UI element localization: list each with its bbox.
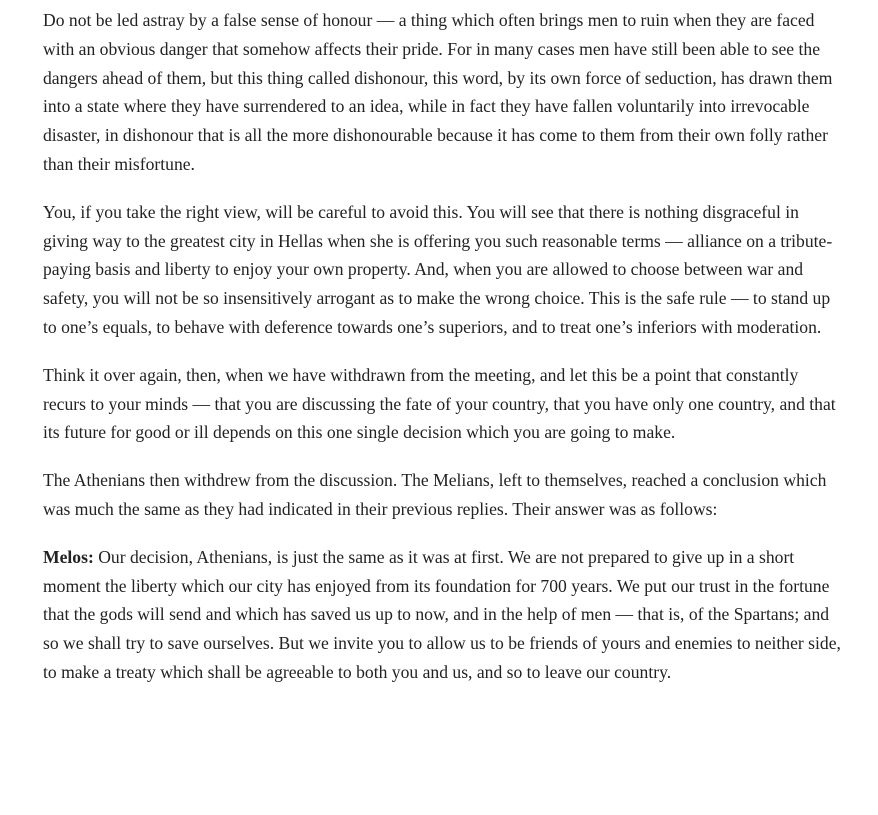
paragraph-honour: Do not be led astray by a false sense of honour — a thing which often brings men to ruin when they are faced with an obvious danger that somehow affects their pride. For in many cases men have still been able to see the dangers ahead of them, but this thing called dishonour, this word, by its own force of seduction, has drawn them into a state where they have surrendered to an idea, while in fact they have fallen voluntarily into irrevocable disaster, in dishonour that is all the more dishonourable because it has come to them from their own folly rather than their misfortune. — [43, 10, 833, 174]
paragraph-melos-answer — [43, 543, 843, 687]
speech-text: Our decision, Athenians, is just the same as it was at first. We are not prepared to give up in a short moment the liberty which our city has enjoyed from its foundation for 700 years. We put our trust in the fortune that the gods will send and which has saved us up to now, and in the help of men — that is, of the Spartans; and so we shall try to save ourselves. But we invite you to allow us to be friends of yours and enemies to neither side, to make a treaty which shall be agreeable to both you and us, and so to leave our country. — [43, 546, 841, 682]
paragraph-think-it-over: Think it over again, then, when we have withdrawn from the meeting, and let this be a point that constantly recurs to your minds — that you are discussing the fate of your country, that you have only one country, and that its future for good or ill depends on this one single decision which you are going to make. — [43, 364, 836, 443]
paragraph-right-view: You, if you take the right view, will be careful to avoid this. You will see that there is nothing disgraceful in giving way to the greatest city in Hellas when she is offering you such reasonable terms — alliance on a tribute-paying basis and liberty to enjoy your own property. And, when you are allowed to choose between war and safety, you will not be so insensitively arrogant as to make the wrong choice. This is the safe rule — to stand up to one’s equals, to behave with deference towards one’s superiors, and to treat one’s inferiors with moderation. — [43, 201, 833, 337]
paragraph-athenians-withdrew: The Athenians then withdrew from the discussion. The Melians, left to themselves, reached a conclusion which was much the same as they had indicated in their previous replies. Their answer was as follows: — [43, 470, 827, 519]
speaker-label: Melos: — [43, 546, 94, 567]
